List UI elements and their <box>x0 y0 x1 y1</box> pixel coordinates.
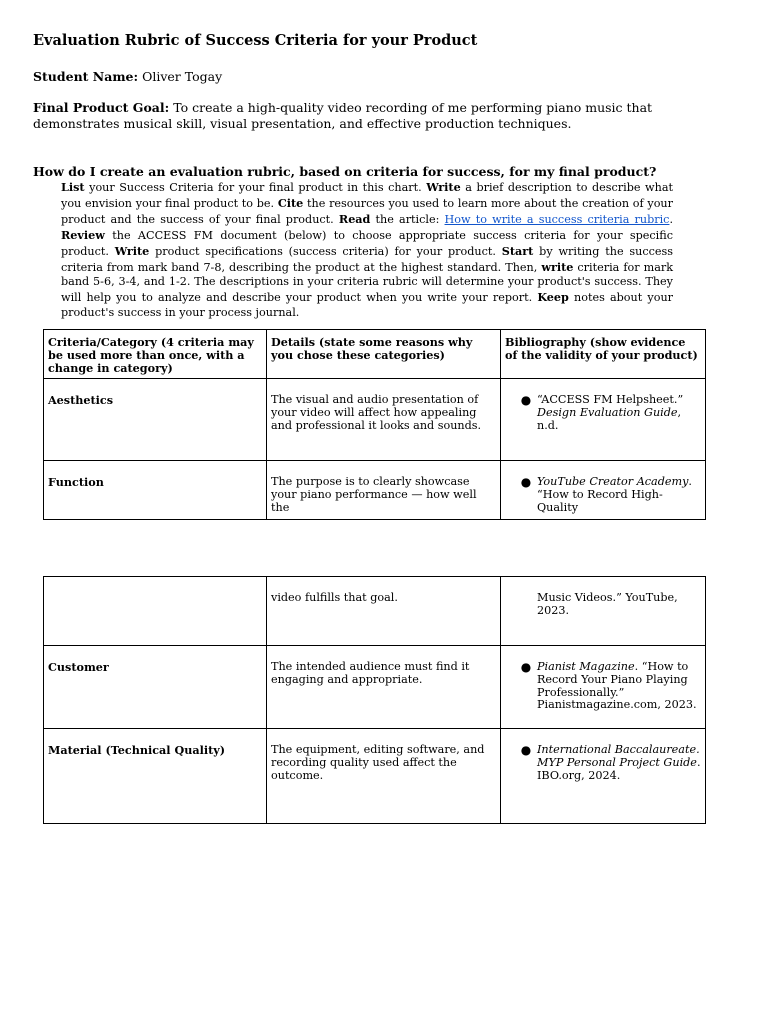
rubric-table-part-2 <box>43 576 706 824</box>
section-heading: How do I create an evaluation rubric, based on criteria for success, for my final product? <box>33 164 657 179</box>
bullet-icon: ● <box>520 743 532 757</box>
bib-text: . IBO.org, 2024. <box>537 755 701 782</box>
bib-title: International Baccalaureate. MYP Personal Project Guide <box>537 743 700 769</box>
header-criteria: Criteria/Category (4 criteria may be used more than once, with a change in category) <box>44 330 267 379</box>
student-value: Oliver Togay <box>142 69 223 84</box>
bibliography-cell <box>501 461 706 519</box>
success-criteria-article-link[interactable]: How to write a success criteria rubric <box>444 212 670 226</box>
bullet-icon: ● <box>520 475 532 490</box>
bibliography-cell <box>501 729 706 824</box>
instr-text: product specifications (success criteria) for your product. <box>149 244 502 258</box>
table-row <box>44 379 706 461</box>
category-cell: Function <box>44 461 267 519</box>
bib-text: . “How to Record Your Piano Playing Professionally.” Pianistmagazine.com, 2023. <box>537 660 697 712</box>
kw-write: write <box>541 259 574 274</box>
kw-list: List <box>61 180 85 194</box>
instr-text: criteria for mark band 5-6, 3-4, and 1-2. The descriptions in your criteria rubric will determine your product's success. They will help you to analyze and describe your product when you write your report. <box>61 260 674 305</box>
bib-title: Pianist Magazine <box>537 660 635 673</box>
table-row <box>44 646 706 729</box>
bibliography-cell <box>501 646 706 729</box>
instr-text: by writing the success criteria from mark band 7-8, describing the product at the highest standard. Then, <box>61 244 673 274</box>
bullet-icon: ● <box>520 393 532 408</box>
table-header-row <box>44 330 706 379</box>
rubric-table-part-1 <box>43 329 706 520</box>
bibliography-cell <box>501 577 706 646</box>
instructions-paragraph <box>61 180 673 321</box>
bibliography-cell <box>501 379 706 461</box>
bib-text: . “How to Record High-Quality <box>537 475 692 514</box>
category-cell: Material (Technical Quality) <box>44 729 267 824</box>
bullet-spacer <box>515 592 537 618</box>
kw-write: Write <box>114 243 150 258</box>
instr-text: notes about your product's success in your process journal. <box>61 291 674 320</box>
details-cell: video fulfills that goal. <box>267 577 501 646</box>
goal-text: To create a high-quality video recording of me performing piano music that demonstrates musical skill, visual presentation, and effective production techniques. <box>33 100 653 131</box>
details-cell: The intended audience must find it engaging and appropriate. <box>267 646 501 729</box>
kw-write: Write <box>426 180 461 194</box>
instr-text: . <box>669 212 673 226</box>
header-bibliography: Bibliography (show evidence of the validity of your product) <box>501 330 706 379</box>
instr-text: a brief description to describe what you envision your final product to be. <box>61 181 673 210</box>
category-cell <box>44 577 267 646</box>
bib-title: Design Evaluation Guide <box>537 406 678 420</box>
student-name <box>33 69 222 84</box>
category-cell: Aesthetics <box>44 379 267 461</box>
details-cell: The equipment, editing software, and recording quality used affect the outcome. <box>267 729 501 824</box>
instr-text: your Success Criteria for your final product in this chart. <box>84 181 427 194</box>
final-product-goal <box>33 100 723 132</box>
goal-label: Final Product Goal: <box>33 100 170 115</box>
kw-start: Start <box>501 243 534 258</box>
page-title: Evaluation Rubric of Success Criteria for your Product <box>33 32 478 49</box>
kw-read: Read <box>338 211 371 226</box>
header-details: Details (state some reasons why you chose these categories) <box>267 330 501 379</box>
table-row <box>44 729 706 824</box>
details-cell: The purpose is to clearly showcase your piano performance — how well the <box>267 461 501 519</box>
category-cell: Customer <box>44 646 267 729</box>
bib-title: YouTube Creator Academy <box>537 475 689 489</box>
bib-text: , n.d. <box>537 406 682 432</box>
kw-cite: Cite <box>277 195 304 210</box>
table-row <box>44 461 706 519</box>
bib-text: “ACCESS FM Helpsheet.” <box>537 393 684 407</box>
instr-text: the article: <box>370 212 445 226</box>
instr-text: the ACCESS FM document (below) to choose appropriate success criteria for your specific product. <box>61 228 673 258</box>
kw-keep: Keep <box>537 290 569 305</box>
kw-review: Review <box>61 227 105 242</box>
table-row <box>44 577 706 646</box>
student-label: Student Name: <box>33 69 139 84</box>
bullet-icon: ● <box>520 660 532 674</box>
instr-text: the resources you used to learn more about the creation of your product and the success of your final product. <box>61 196 673 226</box>
details-cell: The visual and audio presentation of your video will affect how appealing and professional it looks and sounds. <box>267 379 501 461</box>
bib-text: Music Videos.” YouTube, 2023. <box>537 591 678 617</box>
